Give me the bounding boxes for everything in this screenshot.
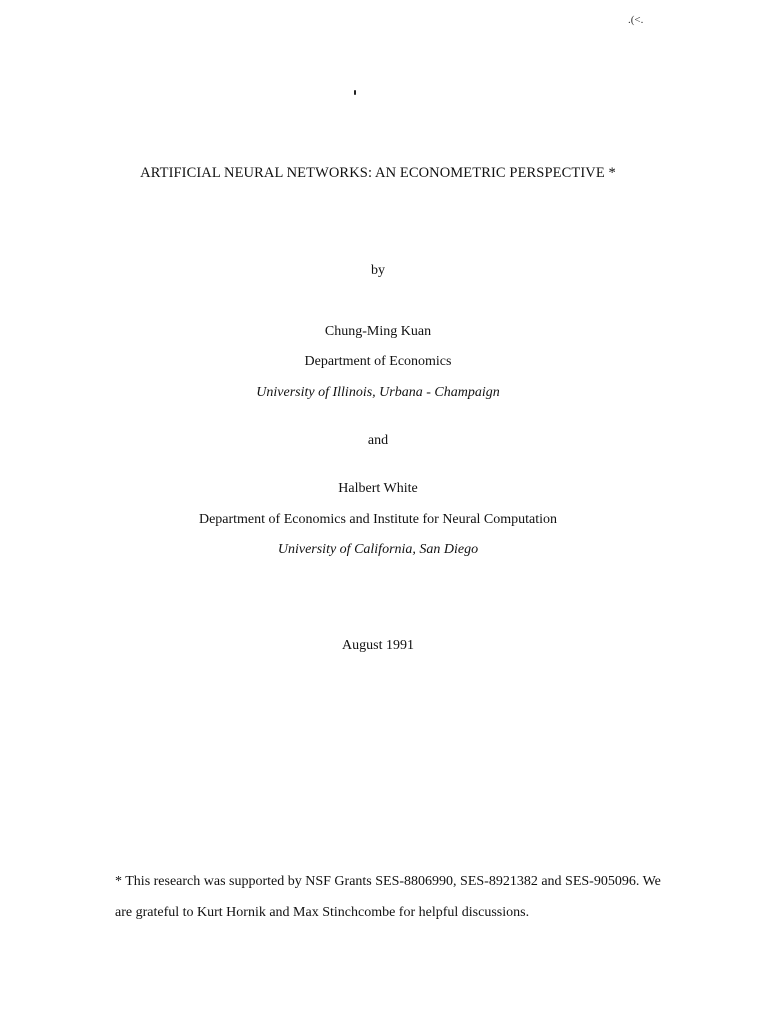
publication-date: August 1991 — [342, 638, 414, 653]
by-label: by — [371, 263, 385, 278]
author2-university: University of California, San Diego — [277, 542, 479, 557]
and-label: and — [367, 433, 389, 448]
author1-name: Chung-Ming Kuan — [324, 324, 432, 339]
scan-speck — [354, 90, 356, 95]
author2-name: Halbert White — [338, 481, 418, 496]
footnote-line-1: * This research was supported by NSF Grants SES-8806990, SES-8921382 and SES-905096. We — [115, 874, 661, 889]
author1-university: University of Illinois, Urbana - Champaign — [256, 385, 500, 400]
author2-department: Department of Economics and Institute for Neural Computation — [198, 512, 558, 527]
corner-mark: .(<. — [628, 14, 644, 26]
paper-title: ARTIFICIAL NEURAL NETWORKS: AN ECONOMETRIC PERSPECTIVE * — [140, 165, 616, 181]
author1-department: Department of Economics — [304, 354, 452, 369]
footnote-line-2: are grateful to Kurt Hornik and Max Stinchcombe for helpful discussions. — [115, 905, 530, 920]
